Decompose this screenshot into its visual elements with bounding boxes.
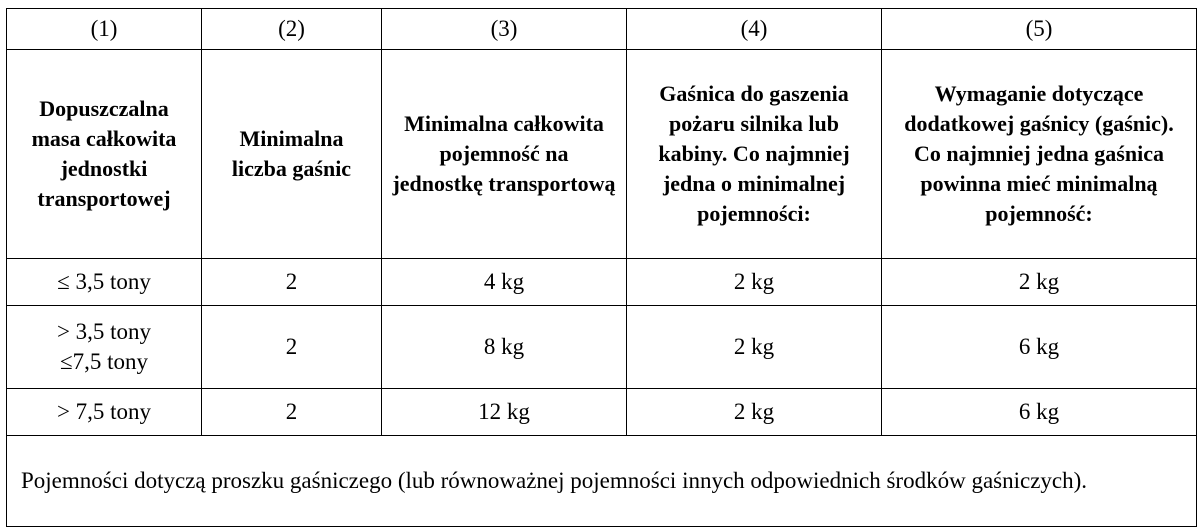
header-min-extinguisher-count: Minimalna liczba gaśnic	[202, 50, 382, 259]
column-number-3: (3)	[382, 9, 627, 50]
table-row	[7, 259, 1197, 306]
column-number-1: (1)	[7, 9, 202, 50]
column-number-5: (5)	[882, 9, 1197, 50]
additional-capacity-cell: 6 kg	[882, 389, 1197, 436]
column-number-4: (4)	[627, 9, 882, 50]
header-permissible-mass: Dopuszczalna masa całkowita jednostki transportowej	[7, 50, 202, 259]
engine-capacity-cell: 2 kg	[627, 389, 882, 436]
mass-line: > 3,5 tony	[56, 319, 152, 344]
additional-capacity-cell: 2 kg	[882, 259, 1197, 306]
engine-capacity-cell: 2 kg	[627, 259, 882, 306]
additional-capacity-cell: 6 kg	[882, 306, 1197, 389]
engine-capacity-cell: 2 kg	[627, 306, 882, 389]
count-cell: 2	[202, 389, 382, 436]
mass-line: ≤7,5 tony	[59, 349, 148, 374]
table-row	[7, 306, 1197, 389]
total-capacity-cell: 4 kg	[382, 259, 627, 306]
mass-cell	[7, 389, 202, 436]
count-cell: 2	[202, 306, 382, 389]
header-row	[7, 50, 1197, 259]
mass-cell	[7, 306, 202, 389]
fire-extinguisher-table	[6, 8, 1197, 527]
total-capacity-cell: 8 kg	[382, 306, 627, 389]
total-capacity-cell: 12 kg	[382, 389, 627, 436]
header-min-total-capacity: Minimalna całkowita pojemność na jednostkę transportową	[382, 50, 627, 259]
header-additional-extinguisher: Wymaganie dotyczące dodatkowej gaśnicy (gaśnic). Co najmniej jedna gaśnica powinna mieć minimalną pojemność:	[882, 50, 1197, 259]
mass-line: > 7,5 tony	[56, 399, 152, 424]
footnote: Pojemności dotyczą proszku gaśniczego (lub równoważnej pojemności innych odpowiednich środków gaśniczych).	[7, 436, 1197, 527]
mass-line: ≤ 3,5 tony	[57, 269, 151, 294]
column-number-row	[7, 9, 1197, 50]
table-row	[7, 389, 1197, 436]
header-engine-cab-extinguisher: Gaśnica do gaszenia pożaru silnika lub kabiny. Co najmniej jedna o minimalnej pojemności:	[627, 50, 882, 259]
count-cell: 2	[202, 259, 382, 306]
column-number-2: (2)	[202, 9, 382, 50]
mass-cell	[7, 259, 202, 306]
note-row	[7, 436, 1197, 527]
